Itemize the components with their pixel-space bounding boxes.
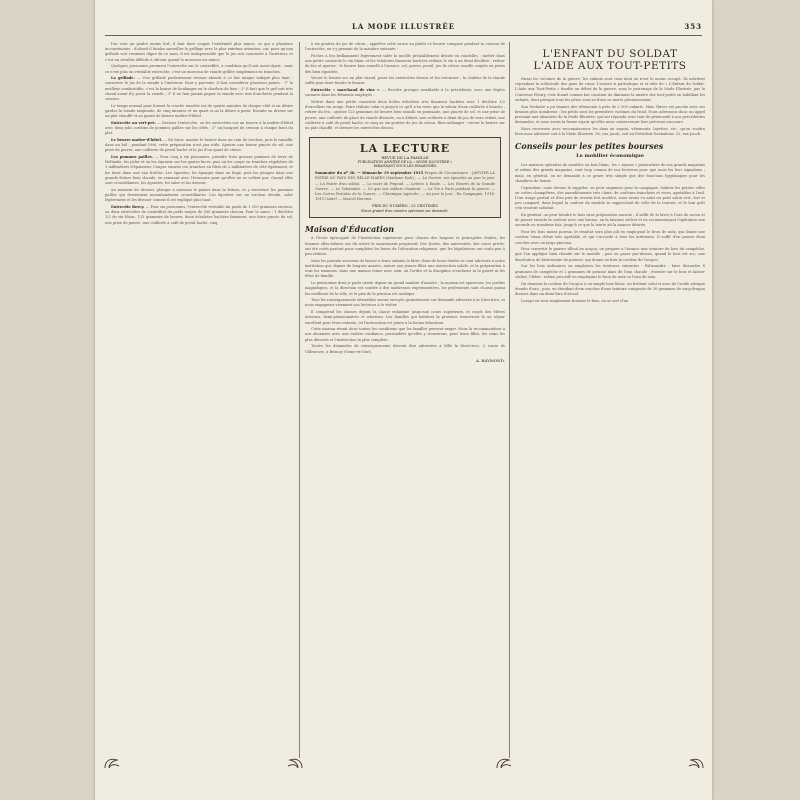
- paragraph-text: Quelques personnes prennent l'entrecôte sur le contrefilet, à condition qu'il soit assez épais ; mais ce n'est plus un véritable entrecôte, c'est un morceau de viande grillée simplement en tranches.: [105, 64, 293, 74]
- paragraph: [105, 104, 293, 120]
- paragraph: [515, 282, 705, 298]
- paragraph: [515, 230, 705, 246]
- corner-ornament-icon: [103, 756, 125, 770]
- la-lecture-advert: [309, 137, 501, 218]
- advert-note: Envoi gratuit d'un numéro spécimen sur demande.: [361, 209, 449, 214]
- paragraph: [515, 213, 705, 229]
- paragraph: [305, 259, 505, 280]
- paragraph: [105, 64, 293, 74]
- paragraph-text: Lorsqu'on veut simplement bronzer le bois, on se sert d'un: [521, 298, 629, 303]
- paragraph: [515, 105, 705, 126]
- paragraph: [105, 205, 293, 226]
- subsection-title: Le mobilier économique: [576, 153, 644, 160]
- paragraph-text: — Pour six personnes, l'entrecôte véritable du poids de 1 200 grammes environ, ou deux entrecôtes de contrefilet du poids moyen de 300 grammes chacun. Pour la sauce : 1 décilitre 1/2 de vin blanc, 125 grammes de beurre, deux échalotes hachées finement, une forte pincée de sel, une prise de poivre, une cuillerée à café de persil haché, cinq: [105, 204, 293, 225]
- paragraph-text: Au moment de dresser, plonger à nouveau le panier dans la friture, et y renverser les pommes pailles qui deviennent instantanément croustillantes. Les égoutter sur un torchon étendu, saler légèrement et les dresser comme il est expliqué plus haut.: [105, 187, 293, 203]
- paragraph-text: Parmi les victimes de la guerre, les enfants sont ceux dont on n'est le moins occupé. Ils méritent cependant la sollicitude des gens de cœur. L'œuvre si patriotique et si utile de « L'Enfant du Soldat, L'Aide aux Tout-Petits » fondée au début de la guerre, sous le patronage de la Mode Illustrée, par la Comtesse Fleury, s'est donné comme but constant de diminuer la misère des tout-petits en habillant les enfants, dont presque tous les pères sont au front ou morts glorieusement.: [515, 77, 705, 102]
- paragraph-lead: Les pommes pailles.: [111, 155, 153, 160]
- advert-subtitle: REVUE DE LA FAMILLE: [381, 155, 429, 161]
- paragraph-text: Pour les bois moins poreux, le résultat sera plus joli en employant le brou de noix, qui donne une couleur vieux chêne très agréable, et qui s'accorde à tous les intérieurs. Il suffit d'en passer deux couches avec un large pinceau.: [515, 230, 705, 245]
- paragraph-lead: La grillade.: [111, 76, 135, 81]
- paragraph-text: Tous les renseignements désirables seront envoyés gratuitement sur demande adressée à la Directrice, et nous engageons vivement nos lectrices à le visiter.: [305, 298, 505, 308]
- paragraph-text: Mais les parents soucieux de laisser à leurs enfants le libre choix de leurs études se sont adressés à notre institution qui, depuis de longues années, assure aux jeunes filles une instruction solide, et la préparation à tous les examens, dans une maison tenue avec soin, où l'ordre et la discipline n'excluent ni la gaieté ni les fêtes de famille.: [305, 258, 505, 279]
- publication-title: LA MODE ILLUSTRÉE: [351, 22, 456, 31]
- column-divider: [509, 42, 510, 758]
- paragraph-text: Les maisons spéciales de meubles en bois blanc, les « rayons » particuliers de nos grands magasins et même des grands magasins, sont trop connus de nos lectrices pour que nous les leur signalions ; mais, en général, on ne demande à ce genre très simple que des fonctions hygiéniques pour les chambres de bonne.: [515, 163, 705, 183]
- corner-ornament-icon: [495, 756, 517, 770]
- column-divider: [299, 42, 300, 758]
- paragraph: [515, 186, 705, 212]
- paragraph: [105, 42, 293, 63]
- paragraph: [305, 100, 505, 131]
- paragraph: [305, 88, 505, 98]
- paragraph-text: A l'école épiscopale de l'Instruction supérieure pour chacun des langues et principales études, les femmes elles-mêmes ont dû suivre le mouvement progressif. Des lycées, des universités, des cours privés, ont été créés partout pour compléter les bases de l'éducation religieuse, que les législateurs ont voulu peu à peu réduire.: [305, 236, 505, 257]
- conseils-article: [515, 163, 705, 304]
- paragraph: [515, 127, 705, 137]
- enfant-soldat-title: [515, 48, 705, 72]
- summary-heading: Sommaire du nº 36. — Dimanche 19 septembre 1915: [315, 171, 424, 176]
- paragraph-text: En général, on peut teindre le bois sans préparation aucune : il suffit de le laver à l'eau de savon et de passer ensuite la couleur avec une brosse, en la laissant sécher et en recommençant l'opération une seconde ou troisième fois, jusqu'à ce que la teinte ait la nuance désirée.: [515, 213, 705, 228]
- summary-text: Propos de Circonstance : JANVIER LA PATRIE AU PAYS DES BELLE-MARES (Madame Kirk) ; — La Guerre, ses épisodes au jour le jour. — La Patrie d'un soldat. — Le mort de Pégoud. — Lettres à Emile. — Les Heures de la Grande Guerre. — Le Volontaire. — Ce que nos soldats chantent. — La Vie à Paris pendant la guerre. — Les Cartes Postales de la Guerre, — Chronique Agricole. — Au jour le jour ; En Campagne, 1914-1915 (suite) — Marcel Hervieu.: [315, 171, 495, 202]
- paragraph-text: — Dresser l'entrecôte, ou les entrecôtes sur un beurre à la maître-d'hôtel avec deux jolis cordons de pommes pailles sur les côtés ; 2° un bouquet de cresson à chaque bout du plat.: [105, 120, 293, 136]
- paragraph: [305, 236, 505, 257]
- paragraph-text: Le pensionnat dont je parle existe depuis un grand nombre d'années ; la maison est spacieuse, les jardins magnifiques, et la direction est confiée à des maîtresses expérimentées, les professeurs sont choisis parmi les meilleurs de la ville, et le prix de la pension est modique.: [305, 281, 505, 296]
- title-line-2: L'AIDE AUX TOUT-PETITS: [533, 60, 687, 72]
- education-article: [305, 236, 505, 354]
- paragraph-text: Il comprend les classes depuis la classe enfantine jusqu'aux cours supérieurs, et reçoit des élèves internes, demi-pensionnaires et externes. Les familles qui habitent la province trouveront là un séjour excellent pour leurs enfants, où l'instruction est jointe à la bonne éducation.: [305, 310, 505, 325]
- paragraph: [305, 310, 505, 326]
- paragraph-text: Pour convertir le pauvre tilleul en acajou, on prépare à l'avance une teinture de bois de campêche, que l'on applique bien chaude sur le meuble ; puis on passe par-dessus, quand le bois est sec, une dissolution de bichromate de potasse, qui donne au bois la couleur de l'acajou.: [515, 247, 705, 262]
- paragraph-text: Nous recevrons avec reconnaissance les dons en argent, vêtements, layettes, etc., qu'on voudra bien nous adresser soit à la Mode Illustrée, 56, rue Jacob, soit au Président-Souhaiteur, 22, rue Jacob.: [515, 126, 705, 137]
- paragraph: [105, 121, 293, 137]
- paragraph: [305, 54, 505, 75]
- corner-ornament-icon: [683, 756, 705, 770]
- paragraph-text: — Pour cinq à six personnes, prendre trois grosses pommes de terre de Hollande, les peler et en les équarrir sur les quatre faces, puis on les coupe en tranches régulières de 3 millimètres d'épaisseur. Couper ensuite ces tranches en filets de 2 millimètres de côté également, et les laver dans une eau fraîche. Les égoutter, les éponger dans un linge, puis les plonger dans une grande friture bien chaude, en remuant avec l'écumoire pour qu'elles ne se collent pas. Quand elles sont croustillantes, les égoutter, les saler et les dresser.: [105, 155, 293, 186]
- paragraph: [105, 76, 293, 102]
- paragraph-text: Le temps normal pour former la couche rissolée est de quatre minutes de chaque côté si on désire garder la viande saignante, de cinq minutes et un quart si on la désire à point. Ensuite on dresse sur un plat chauffé et on garnit de beurre maître-d'hôtel.: [105, 103, 293, 119]
- section-title-conseils: Conseils pour les petites bourses: [515, 141, 664, 152]
- paragraph-text: Sur les bois ordinaires on emploiera les teintures suivantes : Palissandre : faire dissoudre 8 grammes de campêche et 2 grammes de potasse dans de l'eau chaude ; étendre sur le bois et laisser sécher. Chêne : même procédé en employant le brou de noix ou l'eau de noix.: [515, 264, 705, 279]
- enfant-soldat-article: [515, 77, 705, 137]
- newspaper-page: [95, 0, 712, 800]
- advert-frequency: PARAISSANT SOUS LES DIMANCHES: [373, 164, 437, 169]
- paragraph: [515, 163, 705, 184]
- advert-price: PRIX DU NUMÉRO : 25 CENTIMES: [372, 204, 438, 209]
- paragraph-text: Cette maison réunit donc toutes les conditions que les familles peuvent exiger. Nous la recommandons à nos abonnées avec une entière confiance, persuadées qu'elles y trouveront, pour leurs filles, les soins les plus dévoués et l'instruction la plus complète.: [305, 327, 505, 342]
- column-1: [105, 42, 293, 758]
- section-title-education: Maison d'Éducation: [305, 224, 395, 235]
- page-number: 353: [684, 22, 702, 31]
- advert-publication: PUBLICATION ANNEXE DE LA « MODE ILLUSTRÉE »: [357, 160, 453, 165]
- paragraph-text: — En hiver, manier le beurre dans un coin de torchon, puis le ramollir dans un bol ; pendant l'été, cette préparation n'est pas utile. Ajouter une bonne pincée de sel, une prise de poivre, une cuillerée de persil haché et le jus d'un quart de citron.: [105, 137, 293, 153]
- header-rule: [105, 35, 702, 36]
- column-2: [305, 42, 505, 363]
- paragraph-text: l'on veut un poulet moins fort, il faut faire couper l'extrémité plus mince, ce qui a plusieurs inconvénients : d'abord il faudra surveiller le grillage avec la plus extrême attention, car, pour qu'une grillade soit vraiment digne de ce nom, il est indispensable que le jus soit concentré à l'intérieur, et c'est un résultat difficile à obtenir quand le morceau est mince.: [105, 42, 293, 62]
- paragraph-text: Mettre dans une petite casserole deux belles échalotes très finement hachées avec 1 décilitre 1/2 d'excellent vin rouge. Faire réduire celui-ci jusqu'à ce qu'il n'en reste que la valeur d'une cuillerée à bouche ; retirer du feu ; ajouter 125 grammes de beurre bien ramolli en pommade, une pincée de sel, et une prise de poivre, une cuillerée de glace de viande dissoute, ou à défaut, une cuillerée à demi de jus de veau réduit, une cuillerée à café de persil haché, et cinq ou six gouttes de jus de citron. Bien mélanger ; verser le beurre sur un plat chauffé, et dresser les entrecôtes dessus.: [305, 100, 505, 131]
- column-3: [515, 42, 705, 305]
- paragraph-text: Cependant, nous devons le rappeler, on peut organiser pour la campagne, habiter les petites villes ou cottes champêtres, des ameublements très clairs, de couleurs tranchées et vives, agréables à l'œil. D'un usage parfait et d'un prix de revient fort modéré, nous avons vu ainsi un petit salon vert, fort et peu comparé, dans lequel la couleur du meuble se rapprochait de celle de la tenture, et le bon goût s'en trouvait satisfait.: [515, 185, 705, 211]
- paragraph: [105, 188, 293, 204]
- paragraph: [515, 247, 705, 263]
- paragraph-lead: Entrecôte « marchand de vins ».: [311, 88, 381, 93]
- title-line-1: L'ENFANT DU SOLDAT: [542, 48, 678, 60]
- column-2-article: [305, 42, 505, 131]
- corner-ornament-icon: [282, 756, 304, 770]
- paragraph: [305, 281, 505, 297]
- paragraph-text: Poches à feu brillamment légèrement salée la moelle préalablement divisée en rondelles ; mettre dans une petite casserole le vin blanc et les échalotes finement hachées réduire le vin à un demi-décilitre ; retirer du feu et ajouter : le beurre bien ramolli à l'avance, sel, poivre, persil, jus de citron, moelle coupée en petits dés bien égouttée.: [305, 53, 505, 74]
- signature: A. RAYMOND.: [475, 357, 505, 363]
- paragraph-lead: Le beurre maître-d'hôtel.: [111, 137, 163, 142]
- paragraph-lead: Entrecôte au vert-pré.: [111, 120, 156, 125]
- paragraph-text: Verser le beurre sur un plat chaud, poser les entrecôtes dessus et les retourner ; la chaleur de la viande suffit pour faire fondre le beurre.: [305, 76, 505, 86]
- paragraph: [105, 155, 293, 186]
- paragraph-lead: Entrecôte Bercy.: [111, 204, 145, 209]
- paragraph-text: — Une grillade parfaitement réussie aboutit à ce but unique indiqué plus haut : conserver le jus de la viande à l'intérieur. Pour y parvenir, il faut considérer plusieurs points : 1° le meilleur combustible, c'est la braise de boulanger ou le charbon de bois ; 2° il faut que le gril soit très chaud avant d'y poser la viande ; 3° il ne faut jamais piquer la viande avec une fourchette pendant la cuisson.: [105, 76, 293, 102]
- paragraph: [515, 299, 705, 304]
- paragraph-text: — Recette presque semblable à la précédente, avec une légère variante dans les éléments employés :: [305, 88, 505, 98]
- paragraph-text: Toutes les demandes de renseignements doivent être adressées à Mlle la Directrice, 3, route de Villeneuve, à Brunoy (Seine-et-Oise).: [305, 344, 505, 354]
- paragraph: [305, 76, 505, 86]
- paragraph: [105, 138, 293, 154]
- paragraph: [305, 298, 505, 308]
- paragraph: [515, 77, 705, 103]
- paragraph: [515, 264, 705, 280]
- paragraph-text: Son Vestiaire a pu donner des vêtements à près de 2 000 enfants. Mais l'hiver est proche avec ses besoins plus nombreux ; les petits sont les premières victimes du froid. Nous adressons donc un appel pressant aux abonnées de la Mode Illustrée, qui ont répondu avec tant de générosité à nos précédentes demandes, et nous avons la ferme espoir qu'elles nous conserveront leur précieux concours.: [515, 104, 705, 125]
- advert-title: LA LECTURE: [359, 142, 451, 156]
- paragraph-text: à six gouttes de jus de citron ; apprêter cette sauce au plutôt ce beurre composé pendant la cuisson de l'entrecôte, en s'y prenant de la manière suivante :: [305, 42, 505, 52]
- paragraph: [305, 344, 505, 354]
- running-header: [95, 22, 712, 34]
- paragraph-text: On donnera la couleur de l'acajou à un simple bois blanc, en frottant celui-ci avec de l'acide nitrique étendu d'eau ; puis, en étendant deux couches d'une teinture composée de 30 grammes de sang-dragon dissous dans un demi-litre d'alcool.: [515, 281, 705, 296]
- paragraph: [305, 42, 505, 52]
- paragraph: [305, 327, 505, 343]
